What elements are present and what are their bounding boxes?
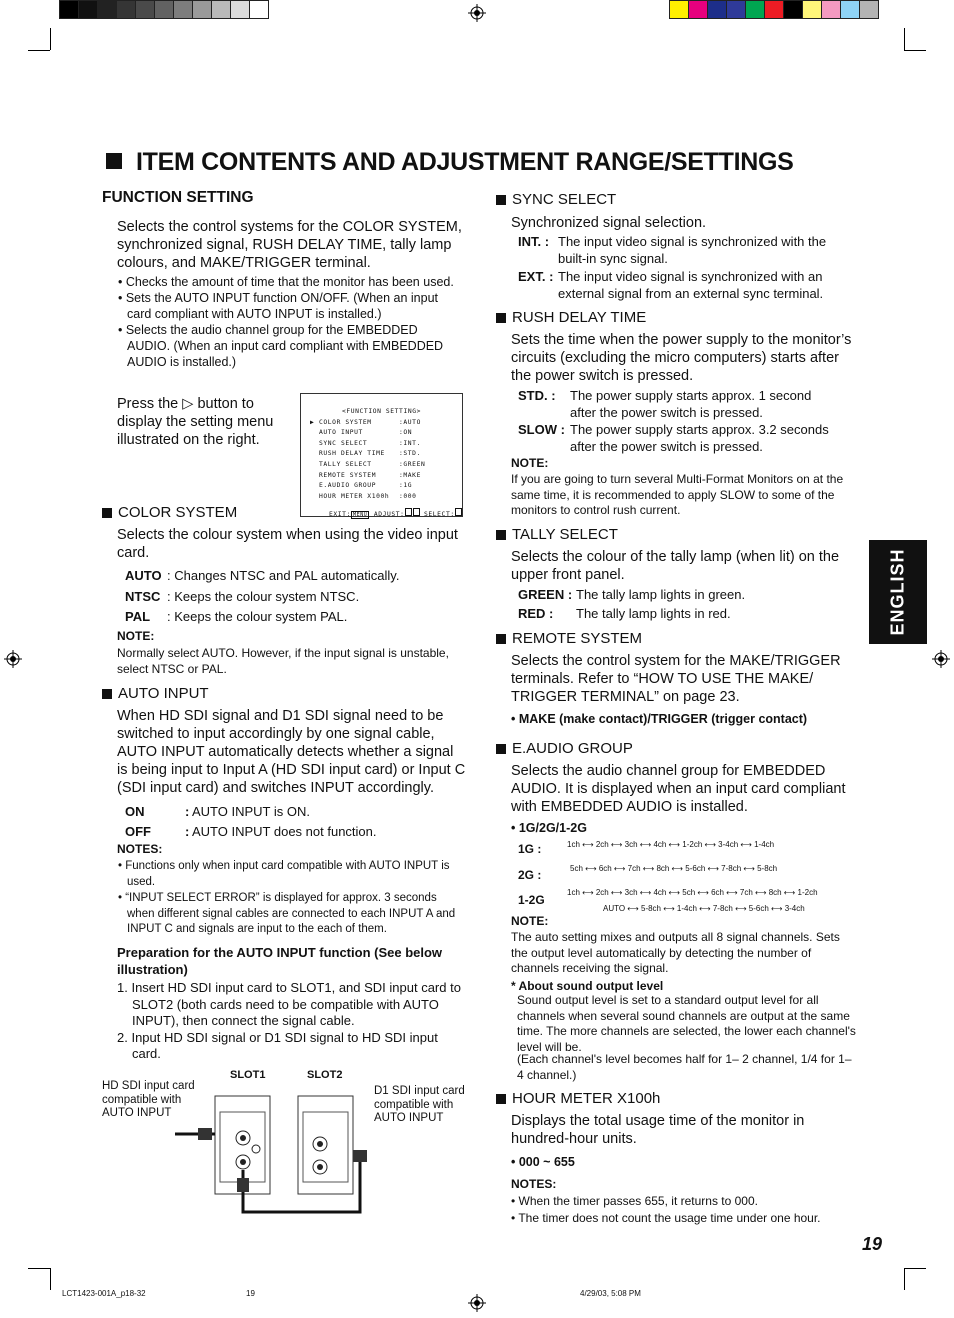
option-key: OFF	[125, 824, 151, 839]
list-item: • When the timer passes 655, it returns to 000.	[511, 1194, 758, 1208]
sound-level-note: (Each channel's level becomes half for 1– 2 channel, 1/4 for 1– 4 channel.)	[517, 1052, 852, 1082]
menu-row	[310, 492, 462, 503]
menu-row	[310, 481, 462, 492]
eaudio-desc: Selects the audio channel group for EMBEDDED AUDIO. It is displayed when an input card compliant with EMBEDDED AUDIO is installed.	[511, 763, 846, 815]
section-title: RUSH DELAY TIME	[512, 309, 647, 326]
tally-options	[518, 586, 838, 623]
section-title: TALLY SELECT	[512, 526, 618, 543]
option-value: : Keeps the colour system NTSC.	[167, 588, 360, 604]
menu-footer-adjust: ADJUST:	[373, 511, 405, 519]
remote-desc: Selects the control system for the MAKE/TRIGGER terminals. Refer to “HOW TO USE THE MAKE/ TRIGGER TERMINAL” on page 23.	[511, 653, 841, 705]
color-swatch	[726, 0, 746, 19]
option-key: SLOW :	[518, 422, 565, 437]
tally-select-heading	[496, 526, 618, 543]
cursor-arrow-icon: ▶	[310, 418, 315, 426]
color-bar	[670, 0, 879, 19]
color-swatch	[173, 0, 193, 19]
menu-row-spacer	[310, 492, 319, 503]
color-swatch	[859, 0, 879, 19]
hd-sdi-card-label: HD SDI input card compatible with AUTO INPUT	[102, 1080, 195, 1119]
menu-row-value: :STD.	[399, 450, 421, 458]
footer-page: 19	[246, 1289, 255, 1298]
menu-row-value: :MAKE	[399, 471, 421, 479]
option-row: OFF : AUTO INPUT does not function.	[125, 822, 465, 842]
channel-chain: 1ch ⟷ 2ch ⟷ 3ch ⟷ 4ch ⟷ 5ch ⟷ 6ch ⟷ 7ch ⟷ 8ch ⟷ 1-2ch	[567, 888, 818, 897]
crop-mark	[28, 1268, 50, 1269]
footer-file: LCT1423-001A_p18-32	[62, 1289, 146, 1298]
tally-desc: Selects the colour of the tally lamp (when lit) on the upper front panel.	[511, 549, 840, 583]
slot-connection-illustration	[170, 1082, 390, 1222]
menu-key-icon	[405, 508, 412, 516]
rush-options	[518, 387, 838, 455]
menu-row	[310, 428, 462, 439]
remote-option: • MAKE (make contact)/TRIGGER (trigger contact)	[511, 712, 808, 726]
menu-footer-exit: EXIT:	[329, 511, 351, 519]
sound-level-text: Sound output level is set to a standard output level for all channels when several sound channels are output at the same time. The more channels are selected, the lower each channel's level will be.	[517, 993, 856, 1054]
registration-mark-icon	[4, 650, 22, 668]
menu-footer	[301, 508, 462, 521]
option-key: RED :	[518, 605, 554, 621]
option-value: The power supply starts approx. 3.2 seconds after the power switch is pressed.	[570, 422, 829, 454]
auto-input-notes	[117, 859, 462, 938]
menu-row-spacer	[310, 481, 319, 492]
option-value: The tally lamp lights in green.	[576, 587, 746, 602]
note-text: The auto setting mixes and outputs all 8 signal channels. Sets the output level automatically by detecting the number of channels receiving the signal.	[511, 930, 840, 975]
menu-row-value: :1G	[399, 482, 413, 490]
note-label: NOTE:	[117, 629, 155, 643]
option-value: The input video signal is synchronized with the built-in sync signal.	[558, 234, 827, 266]
option-value: The tally lamp lights in red.	[576, 605, 731, 621]
language-tab-label: ENGLISH	[887, 548, 908, 636]
page-title-text: ITEM CONTENTS AND ADJUSTMENT RANGE/SETTINGS	[136, 148, 794, 176]
preparation-title: Preparation for the AUTO INPUT function (See below illustration)	[117, 945, 443, 977]
option-row	[518, 387, 838, 421]
rush-delay-heading	[496, 309, 646, 326]
crop-mark	[50, 1268, 51, 1290]
option-key: GREEN :	[518, 587, 573, 602]
option-row	[125, 607, 465, 628]
menu-row-value: :INT.	[399, 439, 421, 447]
sync-options	[518, 233, 838, 302]
color-swatch	[154, 0, 174, 19]
option-key: EXT. :	[518, 269, 554, 284]
color-system-heading	[102, 504, 237, 521]
color-system-desc: Selects the colour system when using the video input card.	[117, 527, 458, 561]
menu-row-spacer	[310, 460, 319, 471]
square-bullet-icon	[102, 689, 112, 699]
color-swatch	[78, 0, 98, 19]
note-label: NOTE:	[511, 914, 549, 928]
color-swatch	[745, 0, 765, 19]
section-title: COLOR SYSTEM	[118, 504, 238, 521]
eaudio-option: • 1G/2G/1-2G	[511, 821, 587, 835]
registration-mark-icon	[468, 4, 486, 22]
intro-bullets	[117, 274, 462, 370]
crop-mark	[904, 50, 926, 51]
color-swatch	[230, 0, 250, 19]
channel-chain: 1ch ⟷ 2ch ⟷ 3ch ⟷ 4ch ⟷ 1-2ch ⟷ 3-4ch ⟷ 1-4ch	[567, 840, 775, 849]
menu-row-key: RUSH DELAY TIME	[319, 450, 385, 458]
function-setting-heading: FUNCTION SETTING	[102, 189, 254, 206]
menu-row	[310, 460, 462, 471]
menu-row-spacer	[310, 428, 319, 439]
menu-row-key: TALLY SELECT	[319, 460, 372, 468]
square-bullet-icon	[106, 153, 122, 169]
hour-meter-heading	[496, 1090, 660, 1107]
menu-row	[310, 471, 462, 482]
auto-input-desc: When HD SDI signal and D1 SDI signal need to be switched to input accordingly by one signal cable, AUTO INPUT automatically detects whether a signal is being input to Input A (HD SDI input card) or Input C (SDI input card) and switches INPUT accordingly.	[117, 708, 466, 796]
list-item: • “INPUT SELECT ERROR” is displayed for approx. 3 seconds when different signal cables are connected to each INPUT A and INPUT C and signals are input to the each of them.	[118, 892, 456, 935]
color-swatch	[211, 0, 231, 19]
section-title: AUTO INPUT	[118, 685, 209, 702]
color-swatch	[59, 0, 79, 19]
menu-rows	[301, 418, 462, 503]
menu-footer-select: SELECT:	[423, 511, 455, 519]
channel-chain: 5ch ⟷ 6ch ⟷ 7ch ⟷ 8ch ⟷ 5-6ch ⟷ 7-8ch ⟷ 5-8ch	[570, 864, 778, 873]
channel-row-label: 1G :	[518, 842, 542, 856]
option-key: PAL	[125, 609, 151, 624]
square-bullet-icon	[496, 634, 506, 644]
section-title: SYNC SELECT	[512, 191, 617, 208]
menu-row-key: AUTO INPUT	[319, 429, 363, 437]
option-row: ON : AUTO INPUT is ON.	[125, 802, 465, 822]
registration-mark-icon	[468, 1294, 486, 1312]
menu-row	[310, 439, 462, 450]
hour-desc: Displays the total usage time of the monitor in hundred-hour units.	[511, 1113, 805, 1147]
gray-scale-bar	[60, 0, 269, 19]
option-value: AUTO INPUT does not function.	[192, 824, 377, 839]
channel-row-label: 1-2G	[518, 893, 545, 907]
menu-key-icon: MENU	[352, 512, 368, 519]
option-key: NTSC	[125, 588, 161, 604]
note-label: NOTE:	[511, 456, 549, 470]
preparation-steps	[117, 980, 469, 1063]
color-system-options	[125, 566, 465, 628]
menu-key-icon	[455, 508, 462, 516]
notes-label: NOTES:	[511, 1177, 557, 1191]
square-bullet-icon	[496, 744, 506, 754]
section-title: HOUR METER X100h	[512, 1090, 661, 1107]
menu-row-key: REMOTE SYSTEM	[319, 471, 377, 479]
page-number: 19	[862, 1234, 883, 1254]
sync-select-heading	[496, 191, 616, 208]
menu-row-spacer	[310, 439, 319, 450]
auto-input-options	[125, 802, 465, 842]
option-key: ON	[125, 804, 145, 819]
auto-input-heading	[102, 685, 209, 702]
menu-row-value: :GREEN	[399, 460, 426, 468]
section-title: REMOTE SYSTEM	[512, 630, 643, 647]
menu-row-spacer	[310, 449, 319, 460]
option-key: STD. :	[518, 388, 556, 403]
section-title: E.AUDIO GROUP	[512, 740, 633, 757]
menu-row-key: SYNC SELECT	[319, 439, 368, 447]
color-swatch	[764, 0, 784, 19]
option-row	[518, 233, 838, 267]
note-text: Normally select AUTO. However, if the input signal is unstable, select NTSC or PAL.	[117, 646, 449, 676]
intro-text: Selects the control systems for the COLOR SYSTEM, synchronized signal, RUSH DELAY TIME, tally lamp colours, and MAKE/TRIGGER terminal.	[117, 219, 462, 271]
color-swatch	[821, 0, 841, 19]
color-swatch	[135, 0, 155, 19]
menu-row-value: :AUTO	[399, 418, 421, 426]
sound-level-title: * About sound output level	[511, 979, 664, 993]
option-key: AUTO	[125, 568, 162, 583]
option-row	[125, 566, 465, 587]
hour-notes	[511, 1193, 856, 1227]
option-value: The input video signal is synchronized with an external signal from an external sync terminal.	[558, 269, 824, 301]
press-text: Press the ▷ button to display the setting menu illustrated on the right.	[117, 396, 274, 448]
list-item: • Sets the AUTO INPUT function ON/OFF. (When an input card compliant with AUTO INPUT is installed.)	[118, 291, 439, 321]
option-row	[125, 587, 465, 608]
channel-chain: AUTO ⟷ 5-8ch ⟷ 1-4ch ⟷ 7-8ch ⟷ 5-6ch ⟷ 3-4ch	[603, 904, 805, 913]
square-bullet-icon	[496, 313, 506, 323]
crop-mark	[904, 1268, 926, 1269]
menu-title: <FUNCTION SETTING>	[341, 408, 422, 415]
option-value: AUTO INPUT is ON.	[192, 804, 310, 819]
menu-row-spacer	[310, 471, 319, 482]
square-bullet-icon	[102, 508, 112, 518]
color-swatch	[783, 0, 803, 19]
list-item: 1. Insert HD SDI input card to SLOT1, and SDI input card to SLOT2 (both cards need to be compatible with AUTO INPUT), then connect the signal cable.	[117, 980, 461, 1028]
d1-sdi-card-label: D1 SDI input card compatible with AUTO INPUT	[374, 1085, 465, 1124]
remote-system-heading	[496, 630, 642, 647]
color-swatch	[802, 0, 822, 19]
square-bullet-icon	[496, 1094, 506, 1104]
color-swatch	[840, 0, 860, 19]
rush-desc: Sets the time when the power supply to the monitor’s circuits (excluding the micro computers) starts after the power switch is pressed.	[511, 332, 852, 384]
language-tab	[869, 540, 927, 644]
slot2-label: SLOT2	[307, 1069, 343, 1081]
crop-mark	[50, 28, 51, 50]
option-row	[518, 421, 838, 455]
menu-row	[310, 449, 462, 460]
color-swatch	[116, 0, 136, 19]
color-swatch	[669, 0, 689, 19]
list-item: • Checks the amount of time that the monitor has been used.	[118, 275, 454, 289]
list-item: 2. Input HD SDI signal or D1 SDI signal to HD SDI input card.	[117, 1029, 438, 1061]
crop-mark	[28, 50, 50, 51]
channel-row-label: 2G :	[518, 868, 542, 882]
notes-label: NOTES:	[117, 842, 163, 856]
color-swatch	[249, 0, 269, 19]
option-value: : Keeps the colour system PAL.	[167, 609, 348, 624]
e-audio-group-heading	[496, 740, 633, 757]
square-bullet-icon	[496, 195, 506, 205]
color-swatch	[192, 0, 212, 19]
menu-row-value: :000	[399, 492, 417, 500]
option-value: The power supply starts approx. 1 second after the power switch is pressed.	[570, 388, 812, 420]
crop-mark	[904, 28, 905, 50]
page-title	[106, 148, 794, 177]
footer-date: 4/29/03, 5:08 PM	[580, 1289, 641, 1298]
hour-option: • 000 ~ 655	[511, 1155, 575, 1169]
registration-mark-icon	[932, 650, 950, 668]
menu-row-key: HOUR METER X100h	[319, 492, 390, 500]
menu-row-key: COLOR SYSTEM	[319, 418, 372, 426]
option-row	[518, 586, 838, 605]
color-swatch	[688, 0, 708, 19]
note-text: If you are going to turn several Multi-Format Monitors on at the same time, it is recommended to apply SLOW to some of the monitors to control rush current.	[511, 472, 844, 517]
square-bullet-icon	[496, 530, 506, 540]
list-item: • Functions only when input card compatible with AUTO INPUT is used.	[118, 860, 450, 888]
option-key: INT. :	[518, 234, 550, 249]
option-value: : Changes NTSC and PAL automatically.	[167, 568, 400, 583]
sync-desc: Synchronized signal selection.	[511, 215, 707, 231]
menu-row-value: :ON	[399, 429, 413, 437]
slot1-label: SLOT1	[230, 1069, 266, 1081]
menu-row	[310, 418, 462, 429]
menu-row-key: E.AUDIO GROUP	[319, 482, 377, 490]
crop-mark	[904, 1268, 905, 1290]
color-swatch	[707, 0, 727, 19]
option-row	[518, 268, 838, 302]
option-row	[518, 605, 838, 624]
list-item: • Selects the audio channel group for the EMBEDDED AUDIO. (When an input card compliant with EMBEDDED AUDIO is installed.)	[118, 323, 444, 369]
list-item: • The timer does not count the usage time under one hour.	[511, 1211, 821, 1225]
menu-key-icon	[413, 508, 420, 516]
color-swatch	[97, 0, 117, 19]
function-setting-menu-screen	[300, 393, 463, 517]
